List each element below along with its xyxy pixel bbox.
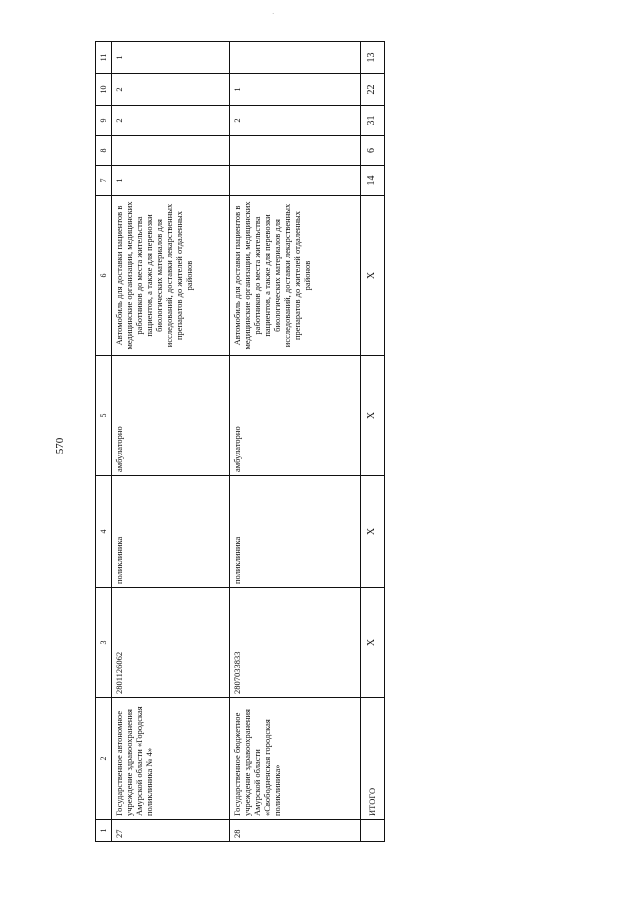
rotated-table-container	[95, 42, 385, 842]
header-cell: 7	[96, 166, 112, 196]
count-cell: 2	[112, 106, 230, 136]
org-type-cell: поликлиника	[230, 476, 360, 588]
count-cell: 1	[112, 42, 230, 74]
vehicle-description: Автомобиль для доставки пациентов в медицинские организации, медицинских работников до места жительства пациентов, а также для перевозки биологических материалов для исследований, доставки лекарственных препаратов до жителей отдаленных районов	[112, 196, 230, 356]
header-cell: 10	[96, 74, 112, 106]
total-cell: Х	[360, 356, 384, 476]
inn-cell: 2801126062	[112, 588, 230, 698]
care-conditions-cell: амбулаторно	[230, 356, 360, 476]
header-cell: 1	[96, 820, 112, 842]
count-cell: 2	[112, 74, 230, 106]
total-label: ИТОГО	[360, 698, 384, 820]
total-row	[360, 42, 384, 842]
total-cell: Х	[360, 476, 384, 588]
total-cell: 14	[360, 166, 384, 196]
total-empty-cell	[360, 820, 384, 842]
count-cell	[230, 42, 360, 74]
count-cell: 1	[230, 74, 360, 106]
header-cell: 5	[96, 356, 112, 476]
header-cell: 4	[96, 476, 112, 588]
organization-name: Государственное автономное учреждение здравоохранения Амурской области «Городская поликлиника № 4»	[112, 698, 230, 820]
scan-speck: ·	[272, 10, 275, 18]
table-row	[112, 42, 230, 842]
header-row	[96, 42, 112, 842]
vehicle-description: Автомобиль для доставки пациентов в медицинские организации, медицинских работников до места жительства пациентов, а также для перевозки биологических материалов для исследований, доставки лекарственных препаратов до жителей отдаленных районов	[230, 196, 360, 356]
vehicles-table	[95, 41, 385, 842]
header-cell: 9	[96, 106, 112, 136]
header-cell: 6	[96, 196, 112, 356]
total-cell: Х	[360, 588, 384, 698]
table-row	[230, 42, 360, 842]
total-cell: 31	[360, 106, 384, 136]
total-cell: Х	[360, 196, 384, 356]
inn-cell: 2807033833	[230, 588, 360, 698]
count-cell	[230, 166, 360, 196]
page-number: 570	[54, 437, 66, 455]
total-cell: 13	[360, 42, 384, 74]
count-cell	[112, 136, 230, 166]
total-cell: 22	[360, 74, 384, 106]
count-cell: 2	[230, 106, 360, 136]
count-cell: 1	[112, 166, 230, 196]
row-number: 27	[112, 820, 230, 842]
header-cell: 8	[96, 136, 112, 166]
org-type-cell: поликлиника	[112, 476, 230, 588]
organization-name: Государственное бюджетное учреждение здравоохранения Амурской области «Свободненская городская поликлиника»	[230, 698, 360, 820]
header-cell: 11	[96, 42, 112, 74]
count-cell	[230, 136, 360, 166]
header-cell: 2	[96, 698, 112, 820]
total-cell: 6	[360, 136, 384, 166]
row-number: 28	[230, 820, 360, 842]
header-cell: 3	[96, 588, 112, 698]
care-conditions-cell: амбулаторно	[112, 356, 230, 476]
